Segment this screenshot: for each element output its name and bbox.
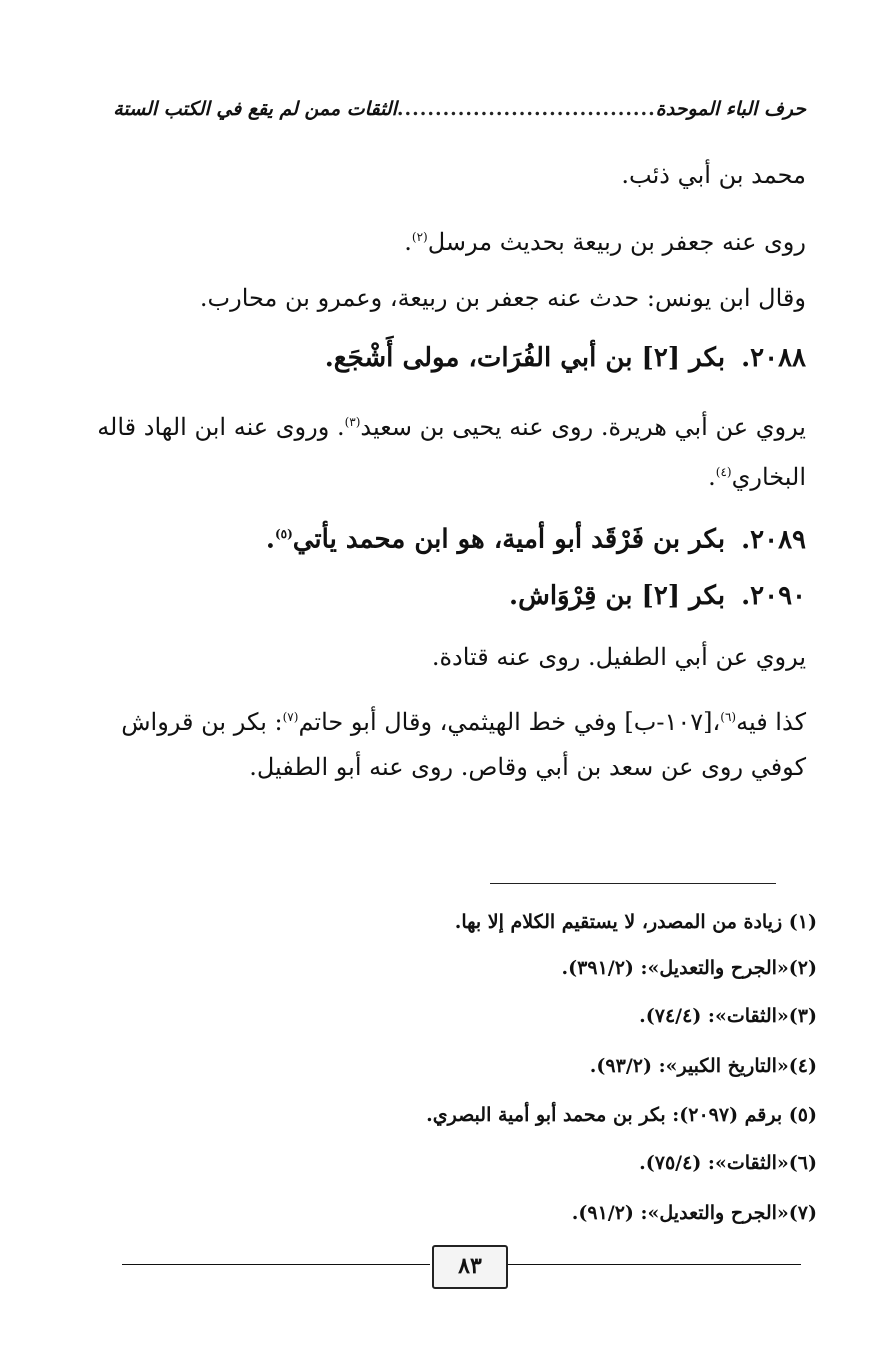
footnote-ref: (٥) [274, 527, 293, 541]
footnote-ref: (٧) [282, 710, 299, 724]
footnote-4: (٤)«التاريخ الكبير»: (٩٣/٢). [589, 1055, 817, 1077]
footnote-1: (١) زيادة من المصدر، لا يستقيم الكلام إلا بها. [454, 911, 817, 933]
text-line: يروي عن أبي هريرة. روى عنه يحيى بن سعيد$^{(٣)}$. وروى عنه ابن الهاد قاله [97, 413, 806, 441]
header-leader-dots: .................................. [396, 98, 656, 120]
entry-2089-heading: ٢٠٨٩.بكر بن فَرْقَد أبو أمية، هو ابن محمد يأتي$^{(٥)}$. [265, 524, 806, 555]
entry-number: ٢٠٨٩. [741, 524, 806, 555]
page-number: ٨٣ [432, 1245, 508, 1289]
footnote-ref: (٤) [715, 465, 732, 479]
entry-title: بكر بن فَرْقَد أبو أمية، هو ابن محمد يأتي [292, 524, 726, 555]
header-book-title: الثقات ممن لم يقع في الكتب الستة [113, 98, 397, 120]
footnote-ref: (٢) [411, 230, 428, 244]
text-line: كذا فيه$^{(٦)}$،[١٠٧-ب] وفي خط الهيثمي، وقال أبو حاتم$^{(٧)}$: بكر بن قرواش [121, 708, 806, 736]
text-line: كوفي روى عن سعد بن أبي وقاص. روى عنه أبو الطفيل. [249, 753, 806, 781]
footnote-6: (٦)«الثقات»: (٧٥/٤). [639, 1152, 817, 1174]
text-line: محمد بن أبي ذئب. [621, 161, 806, 189]
entry-title: بكر [٢] بن قِرْوَاش. [509, 581, 726, 611]
footnote-separator [490, 883, 776, 884]
footnote-7: (٧)«الجرح والتعديل»: (٩١/٢). [571, 1202, 817, 1224]
footnote-5: (٥) برقم (٢٠٩٧): بكر بن محمد أبو أمية البصري. [426, 1104, 817, 1126]
entry-2090-heading [509, 576, 806, 616]
header-chapter: حرف الباء الموحدة [655, 98, 806, 120]
running-header [113, 92, 806, 126]
entry-number: ٢٠٩٠. [741, 581, 806, 611]
footer-rule [122, 1264, 430, 1265]
text-line: روى عنه جعفر بن ربيعة بحديث مرسل$^{(٢)}$. [404, 228, 806, 256]
footnote-3: (٣)«الثقات»: (٧٤/٤). [639, 1005, 817, 1027]
entry-title: بكر [٢] بن أبي الفُرَات، مولى أَشْجَع. [324, 343, 726, 373]
text-line: وقال ابن يونس: حدث عنه جعفر بن ربيعة، وعمرو بن محارب. [199, 284, 806, 312]
entry-2088-heading [325, 338, 806, 378]
footnote-ref: (٣) [344, 415, 361, 429]
text-line: البخاري$^{(٤)}$. [708, 463, 806, 491]
entry-number: ٢٠٨٨. [741, 343, 806, 373]
footnote-ref: (٦) [720, 710, 737, 724]
footnote-2: (٢)«الجرح والتعديل»: (٣٩١/٢). [561, 957, 817, 979]
text-line: يروي عن أبي الطفيل. روى عنه قتادة. [431, 643, 806, 671]
footer-rule [505, 1264, 801, 1265]
